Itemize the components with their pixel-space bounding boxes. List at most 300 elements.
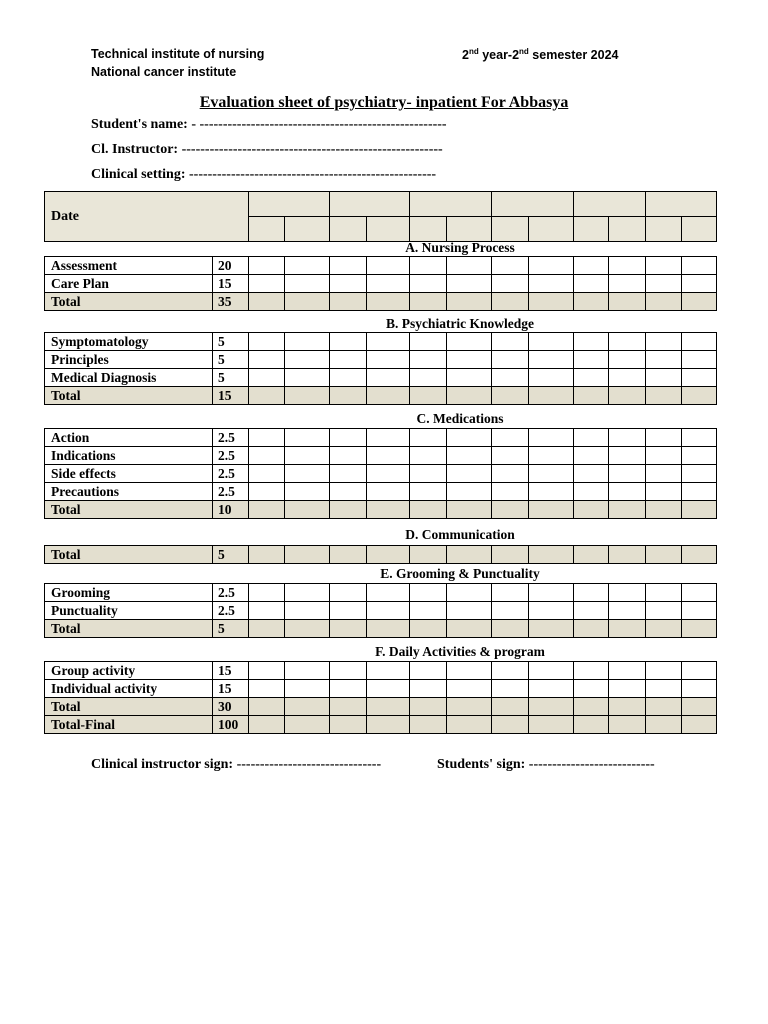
score-cell[interactable] bbox=[646, 275, 682, 293]
score-cell[interactable] bbox=[410, 662, 447, 680]
criterion-score: 2.5 bbox=[213, 465, 249, 483]
score-cell[interactable] bbox=[492, 501, 529, 519]
score-cell[interactable] bbox=[574, 275, 609, 293]
criterion-score: 20 bbox=[213, 257, 249, 275]
criterion-score: 30 bbox=[213, 698, 249, 716]
score-cell[interactable] bbox=[682, 351, 717, 369]
score-cell[interactable] bbox=[646, 584, 682, 602]
section-title: A. Nursing Process bbox=[405, 240, 515, 255]
score-cell[interactable] bbox=[285, 429, 330, 447]
score-cell[interactable] bbox=[646, 680, 682, 698]
score-cell[interactable] bbox=[330, 369, 367, 387]
score-cell[interactable] bbox=[574, 293, 609, 311]
table-row bbox=[45, 716, 717, 734]
score-cell[interactable] bbox=[330, 584, 367, 602]
score-cell[interactable] bbox=[492, 662, 529, 680]
score-cell[interactable] bbox=[410, 333, 447, 351]
score-cell[interactable] bbox=[447, 351, 492, 369]
score-cell[interactable] bbox=[285, 257, 330, 275]
score-cell[interactable] bbox=[330, 333, 367, 351]
score-cell[interactable] bbox=[609, 275, 646, 293]
score-cell[interactable] bbox=[330, 293, 367, 311]
score-cell[interactable] bbox=[529, 351, 574, 369]
score-cell[interactable] bbox=[646, 546, 682, 564]
score-cell[interactable] bbox=[529, 333, 574, 351]
score-cell[interactable] bbox=[609, 620, 646, 638]
criterion-score: 2.5 bbox=[213, 483, 249, 501]
score-cell[interactable] bbox=[285, 387, 330, 405]
criterion-score: 15 bbox=[213, 387, 249, 405]
score-cell[interactable] bbox=[285, 275, 330, 293]
score-cell[interactable] bbox=[609, 429, 646, 447]
criterion-score: 5 bbox=[213, 620, 249, 638]
score-cell[interactable] bbox=[609, 447, 646, 465]
criterion-score: 10 bbox=[213, 501, 249, 519]
score-cell[interactable] bbox=[574, 333, 609, 351]
score-cell[interactable] bbox=[330, 387, 367, 405]
score-cell[interactable] bbox=[492, 387, 529, 405]
score-cell[interactable] bbox=[609, 369, 646, 387]
score-cell[interactable] bbox=[285, 546, 330, 564]
score-cell[interactable] bbox=[574, 662, 609, 680]
score-cell[interactable] bbox=[646, 698, 682, 716]
score-table bbox=[44, 545, 717, 564]
score-cell[interactable] bbox=[410, 351, 447, 369]
score-cell[interactable] bbox=[330, 465, 367, 483]
score-cell[interactable] bbox=[330, 501, 367, 519]
score-cell[interactable] bbox=[330, 698, 367, 716]
score-cell[interactable] bbox=[646, 447, 682, 465]
criterion-label: Individual activity bbox=[45, 680, 213, 698]
score-cell[interactable] bbox=[285, 351, 330, 369]
criterion-label: Group activity bbox=[45, 662, 213, 680]
score-cell[interactable] bbox=[447, 584, 492, 602]
score-table bbox=[44, 583, 717, 638]
score-cell[interactable] bbox=[285, 584, 330, 602]
score-cell[interactable] bbox=[367, 447, 410, 465]
score-cell[interactable] bbox=[410, 465, 447, 483]
score-cell[interactable] bbox=[330, 483, 367, 501]
score-cell[interactable] bbox=[646, 483, 682, 501]
score-cell[interactable] bbox=[330, 546, 367, 564]
score-cell[interactable] bbox=[410, 447, 447, 465]
score-cell[interactable] bbox=[529, 546, 574, 564]
criterion-score: 5 bbox=[213, 333, 249, 351]
score-cell[interactable] bbox=[682, 447, 717, 465]
score-cell[interactable] bbox=[249, 275, 285, 293]
score-cell[interactable] bbox=[609, 584, 646, 602]
score-cell[interactable] bbox=[410, 546, 447, 564]
year-semester: 2nd year-2nd semester 2024 bbox=[462, 47, 619, 63]
score-cell[interactable] bbox=[249, 465, 285, 483]
score-cell[interactable] bbox=[682, 716, 717, 734]
score-cell[interactable] bbox=[410, 429, 447, 447]
table-row bbox=[45, 698, 717, 716]
score-cell[interactable] bbox=[410, 369, 447, 387]
score-cell[interactable] bbox=[529, 369, 574, 387]
score-cell[interactable] bbox=[492, 333, 529, 351]
score-cell[interactable] bbox=[492, 369, 529, 387]
institute-name: Technical institute of nursing bbox=[91, 47, 265, 61]
criterion-label: Action bbox=[45, 429, 213, 447]
score-cell[interactable] bbox=[574, 351, 609, 369]
table-row bbox=[45, 501, 717, 519]
score-cell[interactable] bbox=[447, 387, 492, 405]
score-cell[interactable] bbox=[574, 465, 609, 483]
criterion-score: 5 bbox=[213, 351, 249, 369]
score-cell[interactable] bbox=[447, 662, 492, 680]
criterion-score: 100 bbox=[213, 716, 249, 734]
score-cell[interactable] bbox=[682, 620, 717, 638]
score-cell[interactable] bbox=[330, 620, 367, 638]
section-title: B. Psychiatric Knowledge bbox=[385, 316, 535, 331]
score-cell[interactable] bbox=[682, 387, 717, 405]
score-cell[interactable] bbox=[682, 546, 717, 564]
score-cell[interactable] bbox=[447, 257, 492, 275]
score-cell[interactable] bbox=[574, 698, 609, 716]
table-row bbox=[45, 447, 717, 465]
score-cell[interactable] bbox=[447, 501, 492, 519]
instructor-field: Cl. Instructor: -------------------------------------------------------- bbox=[91, 142, 443, 157]
score-cell[interactable] bbox=[492, 275, 529, 293]
score-cell[interactable] bbox=[410, 387, 447, 405]
score-cell[interactable] bbox=[367, 369, 410, 387]
score-cell[interactable] bbox=[249, 293, 285, 311]
score-cell[interactable] bbox=[249, 602, 285, 620]
score-cell[interactable] bbox=[285, 698, 330, 716]
score-cell[interactable] bbox=[285, 293, 330, 311]
criterion-score: 2.5 bbox=[213, 584, 249, 602]
score-cell[interactable] bbox=[285, 602, 330, 620]
score-cell[interactable] bbox=[447, 293, 492, 311]
score-cell[interactable] bbox=[285, 620, 330, 638]
score-cell[interactable] bbox=[367, 483, 410, 501]
score-cell[interactable] bbox=[447, 698, 492, 716]
score-cell[interactable] bbox=[682, 483, 717, 501]
score-cell[interactable] bbox=[330, 351, 367, 369]
score-cell[interactable] bbox=[330, 716, 367, 734]
score-cell[interactable] bbox=[529, 429, 574, 447]
score-cell[interactable] bbox=[367, 293, 410, 311]
score-cell[interactable] bbox=[529, 662, 574, 680]
score-cell[interactable] bbox=[646, 501, 682, 519]
score-cell[interactable] bbox=[447, 333, 492, 351]
score-cell[interactable] bbox=[529, 387, 574, 405]
score-cell[interactable] bbox=[682, 584, 717, 602]
criterion-score: 2.5 bbox=[213, 447, 249, 465]
score-cell[interactable] bbox=[492, 698, 529, 716]
score-cell[interactable] bbox=[249, 501, 285, 519]
score-cell[interactable] bbox=[492, 680, 529, 698]
score-cell[interactable] bbox=[574, 602, 609, 620]
score-cell[interactable] bbox=[367, 662, 410, 680]
score-cell[interactable] bbox=[410, 275, 447, 293]
criterion-score: 35 bbox=[213, 293, 249, 311]
score-cell[interactable] bbox=[646, 387, 682, 405]
score-cell[interactable] bbox=[447, 275, 492, 293]
instructor-signature: Clinical instructor sign: ------------------------------- bbox=[91, 757, 382, 772]
score-cell[interactable] bbox=[447, 546, 492, 564]
score-cell[interactable] bbox=[330, 680, 367, 698]
score-cell[interactable] bbox=[574, 387, 609, 405]
score-cell[interactable] bbox=[330, 429, 367, 447]
score-cell[interactable] bbox=[682, 698, 717, 716]
score-cell[interactable] bbox=[330, 662, 367, 680]
score-cell[interactable] bbox=[609, 465, 646, 483]
score-cell[interactable] bbox=[492, 293, 529, 311]
score-cell[interactable] bbox=[367, 387, 410, 405]
criterion-label: Medical Diagnosis bbox=[45, 369, 213, 387]
score-cell[interactable] bbox=[529, 698, 574, 716]
score-cell[interactable] bbox=[682, 257, 717, 275]
institute-name-2: National cancer institute bbox=[91, 65, 237, 79]
score-cell[interactable] bbox=[609, 351, 646, 369]
score-cell[interactable] bbox=[574, 680, 609, 698]
table-row bbox=[45, 662, 717, 680]
criterion-score: 15 bbox=[213, 662, 249, 680]
criterion-label: Symptomatology bbox=[45, 333, 213, 351]
table-row bbox=[45, 584, 717, 602]
score-cell[interactable] bbox=[249, 620, 285, 638]
score-cell[interactable] bbox=[447, 602, 492, 620]
score-cell[interactable] bbox=[682, 680, 717, 698]
score-cell[interactable] bbox=[410, 620, 447, 638]
score-cell[interactable] bbox=[529, 584, 574, 602]
score-cell[interactable] bbox=[682, 275, 717, 293]
score-cell[interactable] bbox=[492, 429, 529, 447]
score-table bbox=[44, 428, 717, 519]
score-cell[interactable] bbox=[646, 351, 682, 369]
score-cell[interactable] bbox=[285, 465, 330, 483]
score-cell[interactable] bbox=[682, 662, 717, 680]
score-cell[interactable] bbox=[574, 584, 609, 602]
score-cell[interactable] bbox=[249, 447, 285, 465]
score-cell[interactable] bbox=[609, 602, 646, 620]
score-cell[interactable] bbox=[447, 620, 492, 638]
table-row bbox=[45, 602, 717, 620]
score-table bbox=[44, 661, 717, 734]
score-cell[interactable] bbox=[410, 483, 447, 501]
score-cell[interactable] bbox=[330, 257, 367, 275]
score-cell[interactable] bbox=[285, 369, 330, 387]
score-cell[interactable] bbox=[646, 662, 682, 680]
score-cell[interactable] bbox=[574, 620, 609, 638]
section-title: C. Medications bbox=[416, 411, 504, 426]
score-cell[interactable] bbox=[410, 293, 447, 311]
criterion-score: 15 bbox=[213, 275, 249, 293]
score-cell[interactable] bbox=[574, 447, 609, 465]
score-cell[interactable] bbox=[367, 680, 410, 698]
score-cell[interactable] bbox=[410, 602, 447, 620]
score-cell[interactable] bbox=[367, 429, 410, 447]
criterion-label: Punctuality bbox=[45, 602, 213, 620]
score-cell[interactable] bbox=[285, 680, 330, 698]
table-row bbox=[45, 351, 717, 369]
score-cell[interactable] bbox=[492, 546, 529, 564]
score-cell[interactable] bbox=[574, 716, 609, 734]
score-cell[interactable] bbox=[285, 447, 330, 465]
score-cell[interactable] bbox=[367, 257, 410, 275]
score-cell[interactable] bbox=[367, 501, 410, 519]
score-cell[interactable] bbox=[367, 620, 410, 638]
score-cell[interactable] bbox=[447, 447, 492, 465]
criterion-label: Total bbox=[45, 546, 213, 564]
score-cell[interactable] bbox=[249, 369, 285, 387]
score-cell[interactable] bbox=[682, 429, 717, 447]
table-row bbox=[45, 680, 717, 698]
score-cell[interactable] bbox=[285, 662, 330, 680]
score-cell[interactable] bbox=[646, 465, 682, 483]
score-cell[interactable] bbox=[249, 333, 285, 351]
score-cell[interactable] bbox=[529, 257, 574, 275]
score-cell[interactable] bbox=[447, 465, 492, 483]
score-cell[interactable] bbox=[574, 369, 609, 387]
score-cell[interactable] bbox=[492, 602, 529, 620]
score-cell[interactable] bbox=[529, 680, 574, 698]
score-cell[interactable] bbox=[492, 257, 529, 275]
score-cell[interactable] bbox=[529, 716, 574, 734]
score-cell[interactable] bbox=[367, 546, 410, 564]
score-cell[interactable] bbox=[682, 293, 717, 311]
criterion-label: Total bbox=[45, 620, 213, 638]
score-cell[interactable] bbox=[249, 257, 285, 275]
criterion-label: Total bbox=[45, 387, 213, 405]
score-cell[interactable] bbox=[646, 716, 682, 734]
score-cell[interactable] bbox=[367, 351, 410, 369]
score-cell[interactable] bbox=[609, 483, 646, 501]
date-table bbox=[44, 191, 717, 242]
score-table bbox=[44, 332, 717, 405]
score-cell[interactable] bbox=[410, 584, 447, 602]
score-cell[interactable] bbox=[682, 465, 717, 483]
score-cell[interactable] bbox=[646, 429, 682, 447]
table-row bbox=[45, 333, 717, 351]
criterion-label: Side effects bbox=[45, 465, 213, 483]
score-cell[interactable] bbox=[410, 257, 447, 275]
score-cell[interactable] bbox=[367, 275, 410, 293]
section-title: F. Daily Activities & program bbox=[375, 644, 545, 659]
score-cell[interactable] bbox=[529, 501, 574, 519]
score-cell[interactable] bbox=[367, 333, 410, 351]
score-cell[interactable] bbox=[249, 351, 285, 369]
score-cell[interactable] bbox=[447, 680, 492, 698]
score-cell[interactable] bbox=[609, 680, 646, 698]
score-cell[interactable] bbox=[609, 716, 646, 734]
score-cell[interactable] bbox=[410, 501, 447, 519]
score-cell[interactable] bbox=[609, 501, 646, 519]
score-cell[interactable] bbox=[492, 584, 529, 602]
score-cell[interactable] bbox=[249, 662, 285, 680]
score-cell[interactable] bbox=[249, 387, 285, 405]
score-cell[interactable] bbox=[682, 501, 717, 519]
score-cell[interactable] bbox=[492, 483, 529, 501]
score-cell[interactable] bbox=[367, 465, 410, 483]
score-cell[interactable] bbox=[447, 369, 492, 387]
score-cell[interactable] bbox=[410, 698, 447, 716]
score-cell[interactable] bbox=[646, 257, 682, 275]
score-cell[interactable] bbox=[646, 602, 682, 620]
score-cell[interactable] bbox=[574, 501, 609, 519]
score-cell[interactable] bbox=[367, 698, 410, 716]
criterion-score: 2.5 bbox=[213, 429, 249, 447]
score-cell[interactable] bbox=[682, 602, 717, 620]
score-cell[interactable] bbox=[609, 387, 646, 405]
score-cell[interactable] bbox=[285, 333, 330, 351]
score-cell[interactable] bbox=[682, 369, 717, 387]
score-cell[interactable] bbox=[529, 620, 574, 638]
score-cell[interactable] bbox=[249, 584, 285, 602]
score-cell[interactable] bbox=[609, 662, 646, 680]
table-row bbox=[45, 465, 717, 483]
score-cell[interactable] bbox=[646, 369, 682, 387]
score-cell[interactable] bbox=[574, 483, 609, 501]
score-cell[interactable] bbox=[285, 483, 330, 501]
score-cell[interactable] bbox=[609, 698, 646, 716]
score-cell[interactable] bbox=[646, 620, 682, 638]
table-row bbox=[45, 293, 717, 311]
score-cell[interactable] bbox=[646, 293, 682, 311]
criterion-label: Total-Final bbox=[45, 716, 213, 734]
score-cell[interactable] bbox=[492, 716, 529, 734]
score-cell[interactable] bbox=[529, 602, 574, 620]
score-cell[interactable] bbox=[330, 602, 367, 620]
score-cell[interactable] bbox=[367, 584, 410, 602]
score-cell[interactable] bbox=[609, 333, 646, 351]
score-cell[interactable] bbox=[529, 293, 574, 311]
score-cell[interactable] bbox=[330, 447, 367, 465]
date-label: Date bbox=[45, 192, 249, 242]
score-cell[interactable] bbox=[529, 447, 574, 465]
criterion-score: 15 bbox=[213, 680, 249, 698]
score-cell[interactable] bbox=[249, 546, 285, 564]
score-cell[interactable] bbox=[529, 275, 574, 293]
score-cell[interactable] bbox=[682, 333, 717, 351]
table-row bbox=[45, 387, 717, 405]
score-cell[interactable] bbox=[410, 716, 447, 734]
score-cell[interactable] bbox=[367, 602, 410, 620]
score-cell[interactable] bbox=[285, 716, 330, 734]
score-cell[interactable] bbox=[330, 275, 367, 293]
score-cell[interactable] bbox=[574, 546, 609, 564]
score-cell[interactable] bbox=[447, 429, 492, 447]
score-cell[interactable] bbox=[447, 483, 492, 501]
criterion-score: 5 bbox=[213, 546, 249, 564]
score-cell[interactable] bbox=[249, 698, 285, 716]
score-cell[interactable] bbox=[249, 716, 285, 734]
score-cell[interactable] bbox=[285, 501, 330, 519]
score-cell[interactable] bbox=[609, 257, 646, 275]
criterion-label: Total bbox=[45, 293, 213, 311]
score-cell[interactable] bbox=[367, 716, 410, 734]
score-cell[interactable] bbox=[574, 257, 609, 275]
score-cell[interactable] bbox=[529, 483, 574, 501]
score-cell[interactable] bbox=[410, 680, 447, 698]
score-cell[interactable] bbox=[492, 620, 529, 638]
score-cell[interactable] bbox=[646, 333, 682, 351]
score-cell[interactable] bbox=[249, 680, 285, 698]
score-cell[interactable] bbox=[574, 429, 609, 447]
score-cell[interactable] bbox=[492, 351, 529, 369]
score-cell[interactable] bbox=[529, 465, 574, 483]
score-cell[interactable] bbox=[609, 293, 646, 311]
score-cell[interactable] bbox=[609, 546, 646, 564]
score-cell[interactable] bbox=[249, 483, 285, 501]
score-cell[interactable] bbox=[492, 447, 529, 465]
score-cell[interactable] bbox=[249, 429, 285, 447]
score-cell[interactable] bbox=[492, 465, 529, 483]
table-row bbox=[45, 429, 717, 447]
score-cell[interactable] bbox=[447, 716, 492, 734]
